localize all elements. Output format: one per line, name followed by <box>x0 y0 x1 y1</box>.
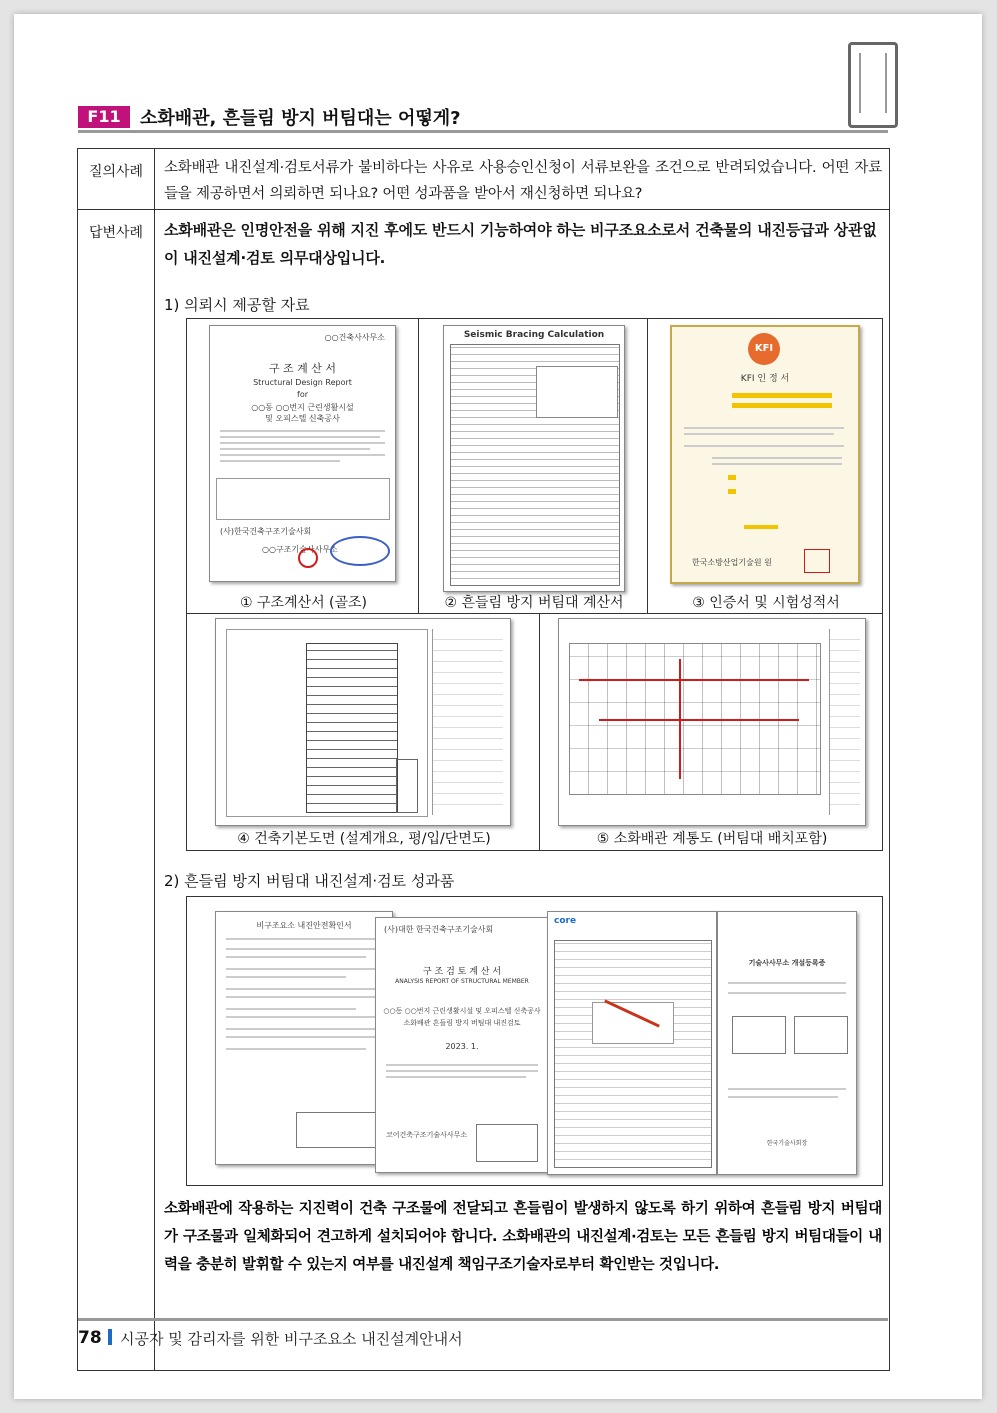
footer-rule <box>78 1318 888 1321</box>
result2-subtitle: ANALYSIS REPORT OF STRUCTURAL MEMBER <box>395 978 529 985</box>
piping-diagram-thumb <box>558 618 866 826</box>
page-number: 78 <box>78 1328 102 1348</box>
result4-title: 기술사사무소 개설등록증 <box>748 959 826 967</box>
caption-2: ② 흔들림 방지 버팀대 계산서 <box>444 595 624 611</box>
safety-confirmation-thumb <box>215 911 393 1165</box>
answer-label: 답변사례 <box>78 210 155 1370</box>
result2-project-1: ○○동 ○○번지 근린생활시설 및 오피스텔 신축공사 <box>383 1007 541 1015</box>
caption-3: ③ 인증서 및 시험성적서 <box>692 595 840 611</box>
question-label: 질의사례 <box>78 149 155 209</box>
page-title: 소화배관, 흔들림 방지 버팀대는 어떻게? <box>140 108 461 129</box>
doc1-org: (사)한국건축구조기술사회 <box>220 527 312 536</box>
structural-report-thumb <box>209 325 396 582</box>
answer-closing: 소화배관에 작용하는 지진력이 건축 구조물에 전달되고 흔들림이 발생하지 않도록 하기 위하여 흔들림 방지 버팀대가 구조물과 일체화되어 견고하게 설치되어야 합니다. 소화배관의 내진설계·검토는 모든 흔들림 방지 버팀대들이 내력을 충분히 발휘할 수 있는지 여부를 내진설계 책임구조기술자로부터 확인받는 것입니다. <box>164 1201 882 1273</box>
doc2-title: Seismic Bracing Calculation <box>463 330 605 340</box>
doc1-stamp: ○○구조기술사사무소 <box>262 545 338 554</box>
caption-4: ④ 건축기본도면 (설계개요, 평/입/단면도) <box>237 831 491 847</box>
doc1-office: ○○건축사사무소 <box>324 333 385 342</box>
result1-title: 비구조요소 내진안전확인서 <box>256 921 352 930</box>
doc1-project-1: ○○동 ○○번지 근린생활시설 <box>251 403 354 412</box>
result2-org: (사)대한 한국건축구조기술사회 <box>384 925 494 934</box>
result2-title: 구 조 검 토 계 산 서 <box>422 967 502 977</box>
thumb-cell-4 <box>186 613 540 851</box>
section-2-heading: 2) 흔들림 방지 버팀대 내진설계·검토 성과품 <box>164 872 455 890</box>
footer-accent-bar <box>108 1329 112 1345</box>
answer-row <box>77 209 890 1371</box>
doc3-title: KFI 인 정 서 <box>740 374 790 384</box>
bracing-review-thumb <box>547 911 717 1175</box>
doc1-title: 구 조 계 산 서 <box>268 362 337 375</box>
result2-office: 코어건축구조기술사사무소 <box>386 1131 468 1139</box>
thumb-cell-3 <box>647 318 883 614</box>
results-image <box>186 896 883 1186</box>
page-header <box>78 92 888 128</box>
analysis-report-thumb <box>375 917 549 1173</box>
result2-date: 2023. 1. <box>445 1042 479 1051</box>
result2-project-2: 소화배관 흔들림 방지 버팀대 내진검토 <box>403 1019 521 1027</box>
question-text: 소화배관 내진설계·검토서류가 불비하다는 사유로 사용승인신청이 서류보완을 조건으로 반려되었습니다. 어떤 자료들을 제공하면서 의뢰하면 되나요? 어떤 성과품을 받아서 재신청하면 되나요? <box>164 160 882 202</box>
caption-1: ① 구조계산서 (골조) <box>239 595 368 611</box>
doc1-project-2: 및 오피스텔 신축공사 <box>265 414 340 423</box>
header-rule <box>78 130 888 133</box>
registration-certificate-thumb <box>717 911 857 1175</box>
doc1-subtitle: Structural Design Report <box>253 378 352 387</box>
thumb-cell-2 <box>418 318 648 614</box>
answer-lead: 소화배관은 인명안전을 위해 지진 후에도 반드시 기능하여야 하는 비구조요소로서 건축물의 내진등급과 상관없이 내진설계·검토 의무대상입니다. <box>164 221 877 267</box>
architectural-drawing-thumb <box>215 618 511 826</box>
doc1-for: for <box>297 390 308 399</box>
doc3-issuer: 한국소방산업기술원 원 <box>692 558 772 567</box>
section-1-heading: 1) 의뢰시 제공할 자료 <box>164 296 310 314</box>
certificate-thumb <box>670 325 860 584</box>
bracing-calc-thumb <box>443 325 625 592</box>
result4-issuer: 한국기술사회장 <box>766 1140 808 1147</box>
section-badge: F11 <box>78 106 130 128</box>
result3-logo: core <box>554 916 577 926</box>
footer-book-title: 시공자 및 감리자를 위한 비구조요소 내진설계안내서 <box>120 1330 463 1348</box>
thumb-cell-5 <box>539 613 883 851</box>
kfi-logo: KFI <box>748 333 780 365</box>
question-row <box>77 148 890 210</box>
caption-5: ⑤ 소화배관 계통도 (버팀대 배치포함) <box>596 831 828 847</box>
thumb-cell-1 <box>186 318 419 614</box>
